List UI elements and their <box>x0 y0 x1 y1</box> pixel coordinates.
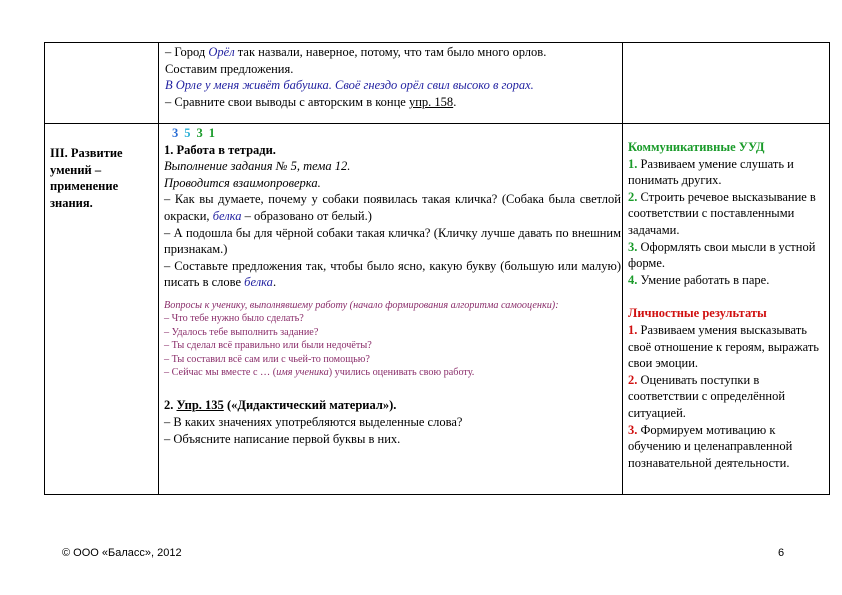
table-border-right <box>829 42 830 495</box>
table-border-left <box>44 42 45 495</box>
communicative-uud-item: 4. Умение работать в паре. <box>628 272 770 287</box>
communicative-uud-item: 1. Развиваем умение слушать и понимать других. <box>628 156 794 188</box>
table-col-divider-1 <box>158 42 159 495</box>
self-assessment-question: – Сейчас мы вместе с … (имя ученика) учились оценивать свою работу. <box>164 366 475 378</box>
self-assessment-question: – Удалось тебе выполнить задание? <box>164 326 319 338</box>
row1-content-cell <box>165 44 620 110</box>
table-col-divider-2 <box>622 42 623 495</box>
self-assessment-question: – Ты сделал всё правильно или были недочёты? <box>164 340 372 352</box>
city-name: Орёл <box>208 45 235 59</box>
table-row-divider <box>44 123 830 124</box>
communicative-uud-title: Коммуникативные УУД <box>628 140 765 154</box>
stage-title: III. Развитие умений – применение знания. <box>50 146 123 210</box>
row1-line4: – Сравните свои выводы с авторским в конце упр. 158. <box>165 94 457 109</box>
communicative-uud-item: 3. Оформлять свои мысли в устной форме. <box>628 239 816 271</box>
copyright-footer: © ООО «Баласс», 2012 <box>62 547 182 559</box>
personal-results-title: Личностные результаты <box>628 306 767 321</box>
row1-line1: – Город Орёл так назвали, наверное, потому, что там было много орлов. <box>165 45 547 59</box>
keyword: белка <box>212 208 242 223</box>
table-border-top <box>44 42 830 43</box>
question-1: – Как вы думаете, почему у собаки появилась такая кличка? (Собака была светлой окраски, белка – образовано от белый.) <box>164 192 621 223</box>
task2-title: 2. Упр. 135 («Дидактический материал»). <box>164 398 397 413</box>
communicative-uud-item: 2. Строить речевое высказывание в соответствии с поставленными задачами. <box>628 189 816 237</box>
question-2: – А подошла бы для чёрной собаки такая кличка? (Кличку лучше давать по внешним признакам.) <box>164 225 621 257</box>
exercise-reference: упр. 158 <box>408 94 454 109</box>
row2-content-cell <box>164 125 621 447</box>
self-assessment-intro: Вопросы к ученику, выполнявшему работу (начало формирования алгоритма самооценки): <box>164 299 559 311</box>
personal-results-item: 1. Развиваем умения высказывать своё отношение к героям, выражать свои эмоции. <box>628 322 820 371</box>
level-numbers <box>172 125 621 142</box>
uud-cell <box>628 139 824 471</box>
level-number: 5 <box>184 126 191 140</box>
exercise-reference: Упр. 135 <box>176 398 224 413</box>
level-number: 1 <box>208 126 215 140</box>
row1-line2: Составим предложения. <box>165 61 294 76</box>
task2-question: – Объясните написание первой буквы в них. <box>164 431 401 446</box>
personal-results-item: 2. Оценивать поступки в соответствии с определённой ситуацией. <box>628 372 786 420</box>
task1-title: 1. Работа в тетради. <box>164 142 276 157</box>
table-border-bottom <box>44 494 830 495</box>
page-number: 6 <box>778 547 785 559</box>
row1-example-sentences: В Орле у меня живёт бабушка. Своё гнездо орёл свил высоко в горах. <box>165 78 534 93</box>
task2-question: – В каких значениях употребляются выделенные слова? <box>164 414 463 429</box>
task1-check-note: Проводится взаимопроверка. <box>164 175 321 190</box>
level-number: 3 <box>172 126 179 140</box>
question-3: – Составьте предложения так, чтобы было ясно, какую букву (большую или малую) писать в слове белка. <box>164 258 621 290</box>
self-assessment-question: – Ты составил всё сам или с чьей-то помощью? <box>164 353 370 365</box>
self-assessment-question: – Что тебе нужно было сделать? <box>164 313 304 325</box>
level-number: 3 <box>196 126 203 140</box>
task1-subtitle: Выполнение задания № 5, тема 12. <box>164 159 351 174</box>
personal-results-item: 3. Формируем мотивацию к обучению и целенаправленной познавательной деятельности. <box>628 422 793 470</box>
keyword: белка <box>244 275 273 290</box>
